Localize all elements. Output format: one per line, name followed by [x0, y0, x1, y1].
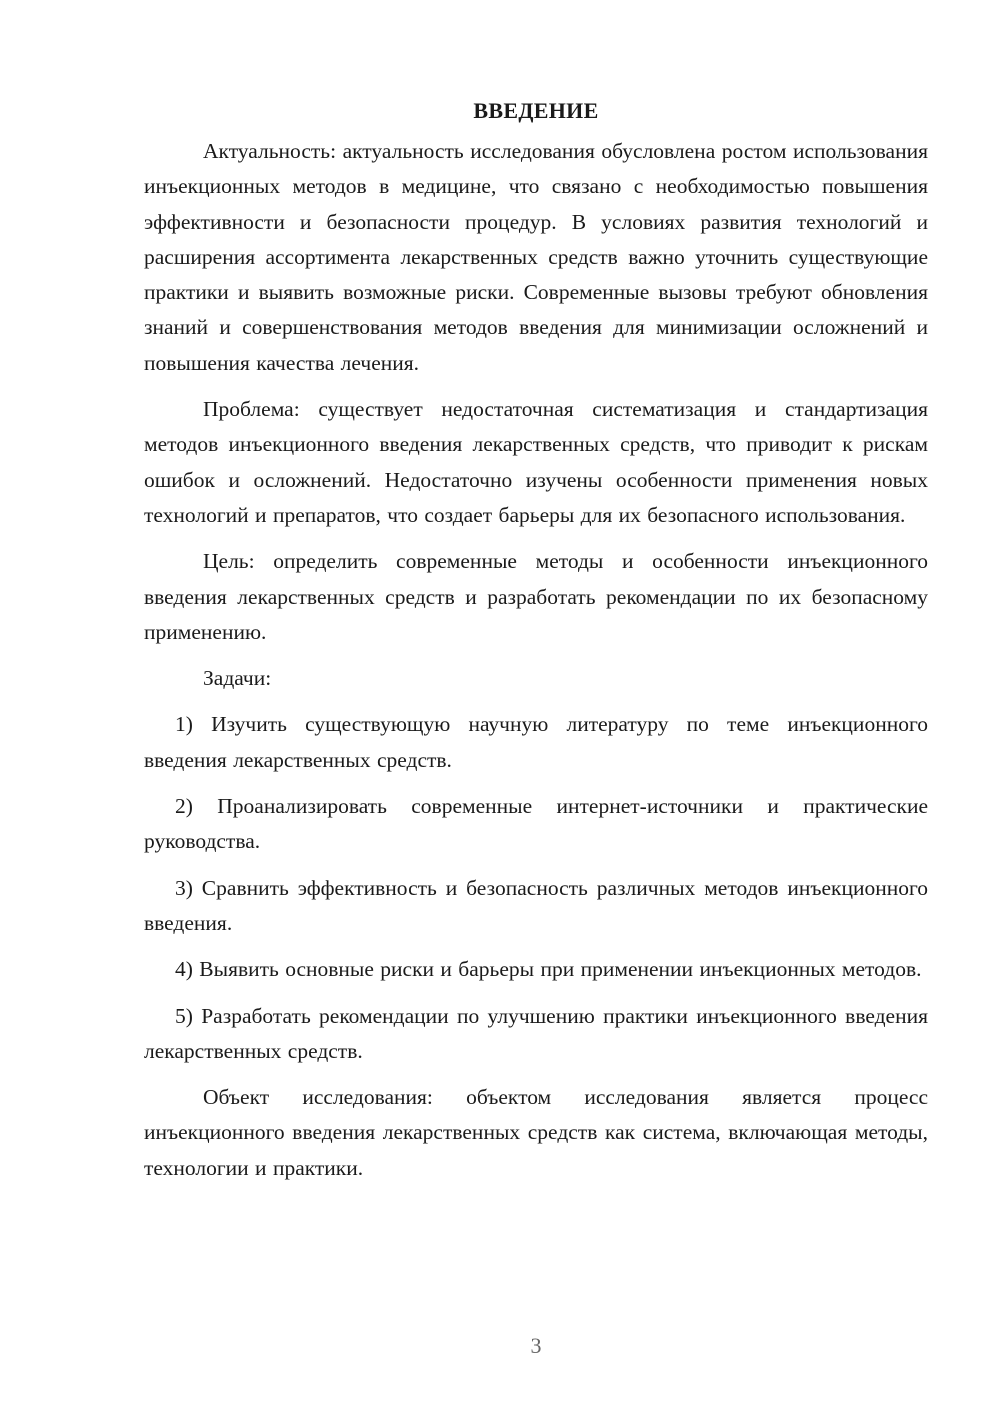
relevance-paragraph: Актуальность: актуальность исследования обусловлена ростом использования инъекционных методов в медицине, что связано с необходимостью повышения эффективности и безопасности процедур. В условиях развития технологий и расширения ассортимента лекарственных средств важно уточнить существующие практики и выявить возможные риски. Современные вызовы требуют обновления знаний и совершенствования методов введения для минимизации осложнений и повышения качества лечения.	[144, 139, 928, 375]
object-paragraph: Объект исследования: объектом исследования является процесс инъекционного введения лекарственных средств как система, включающая методы, технологии и практики.	[144, 1085, 928, 1180]
section-heading: ВВЕДЕНИЕ	[473, 98, 599, 123]
document-page	[144, 88, 928, 1197]
task-item: 3) Сравнить эффективность и безопасность различных методов инъекционного введения.	[144, 875, 928, 935]
goal-paragraph: Цель: определить современные методы и особенности инъекционного введения лекарственных средств и разработать рекомендации по их безопасному применению.	[144, 549, 928, 644]
page-number: 3	[530, 1333, 542, 1358]
task-item: 5) Разработать рекомендации по улучшению практики инъекционного введения лекарственных средств.	[144, 1003, 928, 1063]
task-item: 4) Выявить основные риски и барьеры при применении инъекционных методов.	[175, 957, 922, 982]
problem-paragraph: Проблема: существует недостаточная систематизация и стандартизация методов инъекционного введения лекарственных средств, что приводит к рискам ошибок и осложнений. Недостаточно изучены особенности применения новых технологий и препаратов, что создает барьеры для их безопасного использования.	[144, 397, 928, 527]
task-item: 1) Изучить существующую научную литературу по теме инъекционного введения лекарственных средств.	[144, 712, 928, 772]
tasks-label: Задачи:	[203, 666, 272, 691]
task-item: 2) Проанализировать современные интернет-источники и практические руководства.	[144, 794, 928, 854]
